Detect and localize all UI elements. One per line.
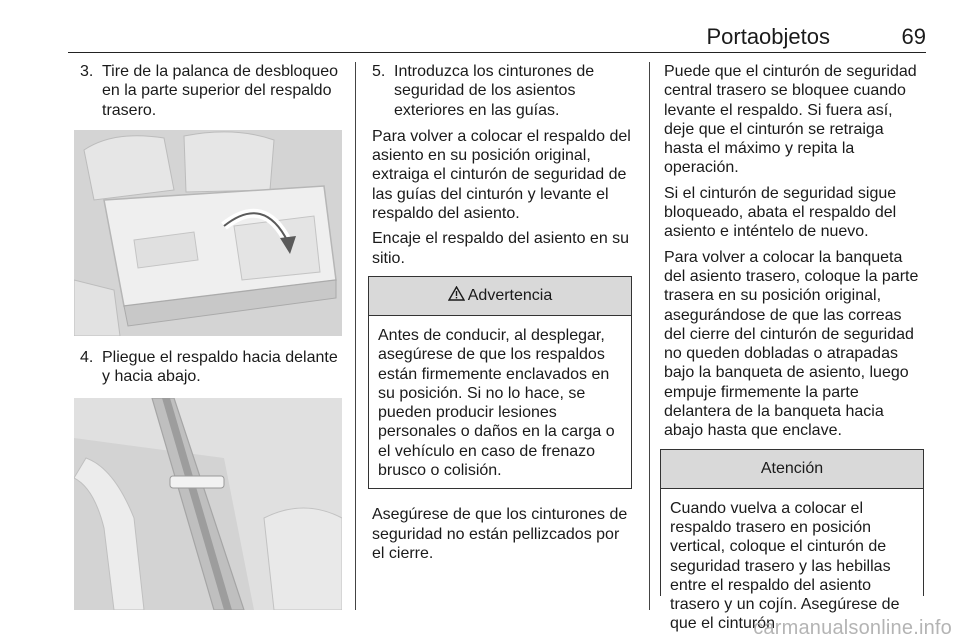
- attention-title: Atención: [760, 459, 824, 477]
- paragraph: Asegúrese de que los cinturones de seguridad no están pellizcados por el cierre.: [372, 506, 628, 562]
- attention-text: Cuando vuelva a colocar el respaldo trasero en posición vertical, coloque el cinturón de seguridad trasero y las hebillas entre el respaldo del asiento trasero y un cojín. Asegúrese de que el cinturón: [670, 499, 900, 633]
- attention-header: [661, 450, 923, 489]
- paragraph: Si el cinturón de seguridad sigue bloqueado, abata el respaldo del asiento e inténtelo de nuevo.: [664, 184, 897, 241]
- page-number: 69: [901, 24, 926, 49]
- step-text: Introduzca los cinturones de seguridad de los asientos exteriores en las guías.: [394, 63, 595, 119]
- warning-text: Antes de conducir, al desplegar, asegúrese de que los respaldos están firmemente enclavados en su posición. Si no lo hace, se pueden producir lesiones personales o daños en la carga o el vehículo en caso de frenazo brusco o colisión.: [378, 326, 615, 480]
- paragraph: Para volver a colocar la banqueta del asiento trasero, coloque la parte trasera en su posición original, asegurándose de que las correas del cierre del cinturón de seguridad no queden dobladas o atrapadas bajo la banqueta de asiento, luego empuje firmemente la parte delantera de la banqueta hacia abajo hasta que enclave.: [664, 248, 919, 440]
- step-number: 4.: [80, 348, 94, 366]
- seatbelt-guide-drawing: [74, 398, 342, 610]
- warning-triangle-icon: [448, 286, 465, 306]
- step-4: [80, 348, 342, 387]
- page-header: [68, 24, 926, 50]
- header-rule: [68, 52, 926, 53]
- section-title: Portaobjetos: [706, 24, 830, 49]
- warning-title: Advertencia: [467, 287, 553, 305]
- paragraph: Puede que el cinturón de seguridad central trasero se bloquee cuando levante el respaldo. Si fuera así, deje que el cinturón se retraiga hasta el máximo y repita la operación.: [664, 63, 917, 177]
- column-divider-2: [649, 62, 650, 610]
- seat-release-illustration: [74, 130, 342, 336]
- paragraph: Para volver a colocar el respaldo del asiento en su posición original, extraiga el cinturón de seguridad de las guías del cinturón y levante el respaldo del asiento.: [372, 127, 631, 223]
- column-2: [372, 62, 632, 569]
- step-number: 3.: [80, 63, 94, 80]
- step-3: [80, 62, 342, 120]
- step-5: [372, 62, 632, 120]
- paragraph: Encaje el respaldo del asiento en su sitio.: [372, 230, 630, 267]
- step-text: Pliegue el respaldo hacia delante y hacia abajo.: [102, 348, 338, 386]
- step-text: Tire de la palanca de desbloqueo en la parte superior del respaldo trasero.: [102, 63, 339, 119]
- column-1: [80, 62, 342, 610]
- warning-header: [369, 277, 631, 316]
- warning-box: [368, 276, 632, 489]
- step-number: 5.: [372, 63, 386, 80]
- folded-seat-drawing: [74, 130, 342, 336]
- seat-fold-illustration: [74, 398, 342, 610]
- site-watermark: carmanualsonline.info: [753, 617, 952, 639]
- column-divider-1: [355, 62, 356, 610]
